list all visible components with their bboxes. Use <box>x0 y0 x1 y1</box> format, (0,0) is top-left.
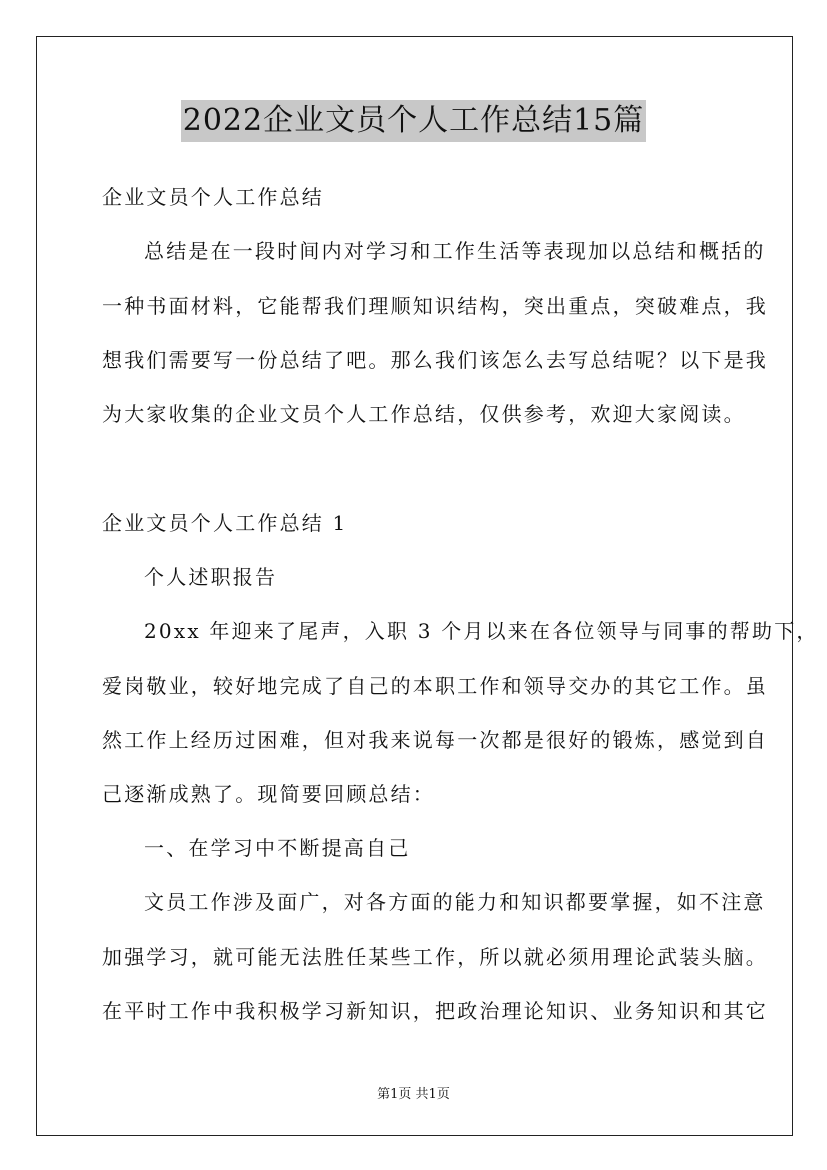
report-title: 个人述职报告 <box>144 565 278 589</box>
document-title: 2022企业文员个人工作总结15篇 <box>181 100 647 142</box>
section-heading: 企业文员个人工作总结 1 <box>102 511 348 535</box>
paragraph-line: 为大家收集的企业文员个人工作总结，仅供参考，欢迎大家阅读。 <box>102 402 746 426</box>
paragraph-line: 然工作上经历过困难，但对我来说每一次都是很好的锻炼，感觉到自 <box>102 728 768 752</box>
page-footer: 第1页 共1页 <box>377 1087 450 1102</box>
title-block <box>0 100 827 142</box>
paragraph-line: 爱岗敬业，较好地完成了自己的本职工作和领导交办的其它工作。虽 <box>102 674 768 698</box>
paragraph-line: 一种书面材料，它能帮我们理顺知识结构，突出重点，突破难点，我 <box>102 294 768 318</box>
paragraph-line: 20xx 年迎来了尾声，入职 3 个月以来在各位领导与同事的帮助下， <box>144 619 819 643</box>
paragraph-line: 想我们需要写一份总结了吧。那么我们该怎么去写总结呢？以下是我 <box>102 348 768 372</box>
paragraph-line: 文员工作涉及面广，对各方面的能力和知识都要掌握，如不注意 <box>144 890 766 914</box>
intro-heading: 企业文员个人工作总结 <box>102 185 324 209</box>
paragraph-line: 己逐渐成熟了。现简要回顾总结： <box>102 782 435 806</box>
paragraph-line: 在平时工作中我积极学习新知识，把政治理论知识、业务知识和其它 <box>102 999 768 1023</box>
paragraph-line: 总结是在一段时间内对学习和工作生活等表现加以总结和概括的 <box>144 239 766 263</box>
subsection-heading: 一、在学习中不断提高自己 <box>144 836 411 860</box>
paragraph-line: 加强学习，就可能无法胜任某些工作，所以就必须用理论武装头脑。 <box>102 945 768 969</box>
